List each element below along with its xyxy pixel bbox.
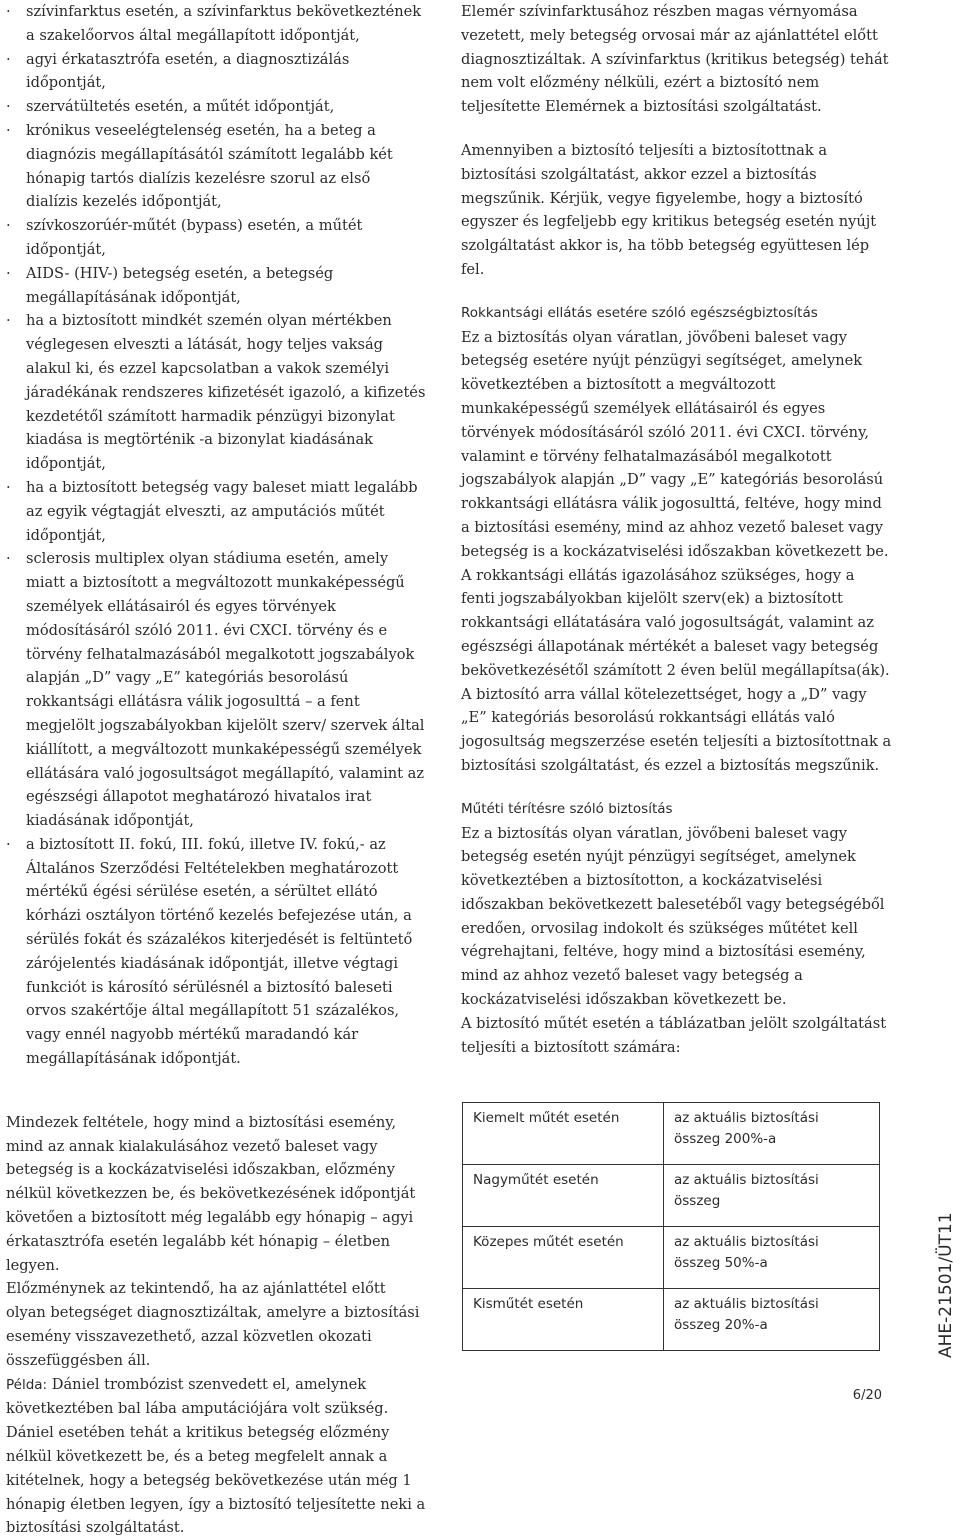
right-column — [461, 0, 893, 1059]
benefit-cell: az aktuális biztosítási összeg — [664, 1165, 880, 1227]
surgery-type-cell: Kiemelt műtét esetén — [463, 1103, 664, 1165]
list-item: · agyi érkatasztrófa esetén, a diagnosztizálás időpontját, — [6, 48, 426, 96]
list-item: · AIDS- (HIV-) betegség esetén, a betegség megállapításának időpontját, — [6, 262, 426, 310]
termination-paragraph: Amennyiben a biztosító teljesíti a biztosítottnak a biztosítási szolgáltatást, akkor ezzel a biztosítás megszűnik. Kérjük, vegye figyelembe, hogy a biztosító egyszer és legfeljebb egy kritikus betegség esetén nyújt szolgáltatást akkor is, ha több betegség együttesen lép fel. — [461, 141, 877, 278]
surgery-type-cell: Kisműtét esetén — [463, 1289, 664, 1351]
list-item: · ha a biztosított betegség vagy baleset miatt legalább az egyik végtagját elveszti, az amputációs műtét időpontját, — [6, 476, 426, 547]
document-code: AHE-21501/ÜT11 — [936, 1212, 956, 1358]
table-row — [463, 1103, 880, 1165]
left-column — [6, 0, 426, 1540]
table-row — [463, 1289, 880, 1351]
example-paragraph — [6, 1373, 426, 1540]
surgery-paragraph-2: A biztosító műtét esetén a táblázatban jelölt szolgáltatást teljesíti a biztosított számára: — [461, 1014, 887, 1056]
surgery-type-cell: Közepes műtét esetén — [463, 1227, 664, 1289]
table-row — [463, 1165, 880, 1227]
precondition-paragraph: Előzménynek az tekintendő, ha az ajánlattétel előtt olyan betegséget diagnosztizáltak, amelyre a biztosítási esemény visszavezethető, azzal közvetlen okozati összefüggésben áll. — [6, 1280, 420, 1369]
example-continuation: Elemér szívinfarktusához részben magas vérnyomása vezetett, mely betegség orvosai már az ajánlattétel előtt diagnosztizáltak. A szívinfarktus (kritikus betegség) tehát nem volt előzmény nélküli, ezért a biztosító nem teljesítette Elemérnek a biztosítási szolgáltatást. — [461, 3, 889, 116]
example-label: Példa: — [6, 1376, 48, 1393]
benefit-cell: az aktuális biztosítási összeg 50%-a — [664, 1227, 880, 1289]
surgery-benefit-table — [462, 1102, 880, 1351]
benefit-cell: az aktuális biztosítási összeg 20%-a — [664, 1289, 880, 1351]
table-row — [463, 1227, 880, 1289]
list-item: · krónikus veseelégtelenség esetén, ha a beteg a diagnózis megállapításától számított legalább két hónapig tartós dialízis kezelésre szorul az első dialízis kezelés időpontját, — [6, 119, 426, 214]
disability-heading: Rokkantsági ellátás esetére szóló egészségbiztosítás — [461, 304, 818, 321]
conditions-paragraph: Mindezek feltétele, hogy mind a biztosítási esemény, mind az annak kialakulásához vezető baleset vagy betegség is a kockázatviselési időszakban, előzmény nélkül következzen be, és bekövetkezésének időpontját követően a biztosított még legalább egy hónapig – agyi érkatasztrófa esetén legalább két hónapig – életben legyen. — [6, 1113, 416, 1274]
example-text: Dániel trombózist szenvedett el, amelynek következtében bal lába amputációjára volt szükség. Dániel esetében tehát a kritikus betegség előzmény nélkül következett be, és a beteg megfelelt annak a kitételnek, hogy a betegség bekövetkezése után még 1 hónapig életben legyen, így a biztosító teljesítette neki a biztosítási szolgáltatást. — [6, 1375, 426, 1537]
surgery-heading: Műtéti térítésre szóló biztosítás — [461, 800, 673, 817]
disability-paragraph-3: A biztosító arra vállal kötelezettséget, hogy a „D” vagy „E” kategóriás besorolású rokkantsági ellátás való jogosultság megszerzése esetén teljesíti a biztosítottnak a biztosítási szolgáltatást, és ezzel a biztosítás megszűnik. — [461, 685, 892, 774]
surgery-paragraph-1: Ez a biztosítás olyan váratlan, jövőbeni baleset vagy betegség esetén nyújt pénzügyi segítséget, amelynek következtében a biztosítotton, a kockázatviselési időszakban bekövetkezett balesetéből vagy betegségéből eredően, orvosilag indokolt és szükséges műtétet kell végrehajtani, feltéve, hogy mind a biztosítási esemény, mind az ahhoz vezető baleset vagy betegség a kockázatviselési időszakban következett be. — [461, 824, 885, 1009]
page-number: 6/20 — [852, 1388, 882, 1403]
surgery-type-cell: Nagyműtét esetén — [463, 1165, 664, 1227]
list-item: · szívkoszorúér-műtét (bypass) esetén, a műtét időpontját, — [6, 214, 426, 262]
list-item: · szervátültetés esetén, a műtét időpontját, — [6, 95, 426, 119]
disability-paragraph-2: A rokkantsági ellátás igazolásához szükséges, hogy a fenti jogszabályokban kijelölt szerv(ek) a biztosított rokkantsági ellátatására való jogosultságát, valamint az egészségi állapotának mértékét a baleset vagy betegség bekövetkezésétől számított 2 éven belül megállapítsa(ák). — [461, 566, 890, 679]
list-item: · szívinfarktus esetén, a szívinfarktus bekövetkeztének a szakelőorvos által megállapított időpontját, — [6, 0, 426, 48]
benefit-cell: az aktuális biztosítási összeg 200%-a — [664, 1103, 880, 1165]
list-item: · sclerosis multiplex olyan stádiuma esetén, amely miatt a biztosított a megváltozott munkaképességű személyek ellátásairól és egyes törvények módosításáról szóló 2011. évi CXCI. törvény és e törvény felhatalmazásából megalkotott jogszabályok alapján „D” vagy „E” kategóriás besorolású rokkantsági ellátásra válik jogosulttá – a fent megjelölt jogszabályokban kijelölt szerv/ szervek által kiállított, a megváltozott munkaképességű személyek ellátására való jogosultságot megállapító, valamint az egészségi állapotot meghatározó hivatalos irat kiadásának időpontját, — [6, 547, 426, 833]
payout-timing-list — [6, 0, 426, 1071]
disability-paragraph-1: Ez a biztosítás olyan váratlan, jövőbeni baleset vagy betegség esetére nyújt pénzügyi segítséget, amelynek következtében a biztosított a megváltozott munkaképességű személyek ellátásairól és egyes törvények módosításáról szóló 2011. évi CXCI. törvény, valamint e törvény felhatalmazásából megalkotott jogszabályok alapján „D” vagy „E” kategóriás besorolású rokkantsági ellátásra válik jogosulttá, feltéve, hogy mind a biztosítási esemény, mind az ahhoz vezető baleset vagy betegség is a kockázatviselési időszakban következett be. — [461, 328, 889, 560]
list-item: · a biztosított II. fokú, III. fokú, illetve IV. fokú,- az Általános Szerződési Feltételekben meghatározott mértékű égési sérülése esetén, a sérültet ellátó kórházi osztályon történő kezelés befejezése után, a sérülés fokát és százalékos kiterjedését is feltüntető zárójelentés kiadásának időpontját, illetve végtagi funkciót is károsító sérülésnél a biztosító baleseti orvos szakértője által megállapított 51 százalékos, vagy ennél nagyobb mértékű maradandó kár megállapításának időpontját. — [6, 833, 426, 1071]
list-item: · ha a biztosított mindkét szemén olyan mértékben véglegesen elveszti a látását, hogy teljes vakság alakul ki, és ezzel kapcsolatban a vakok személyi járadékának rendszeres kifizetését igazoló, a kifizetés kezdetétől számított harmadik pénzügyi bizonylat kiadása is megtörténik -a bizonylat kiadásának időpontját, — [6, 309, 426, 476]
